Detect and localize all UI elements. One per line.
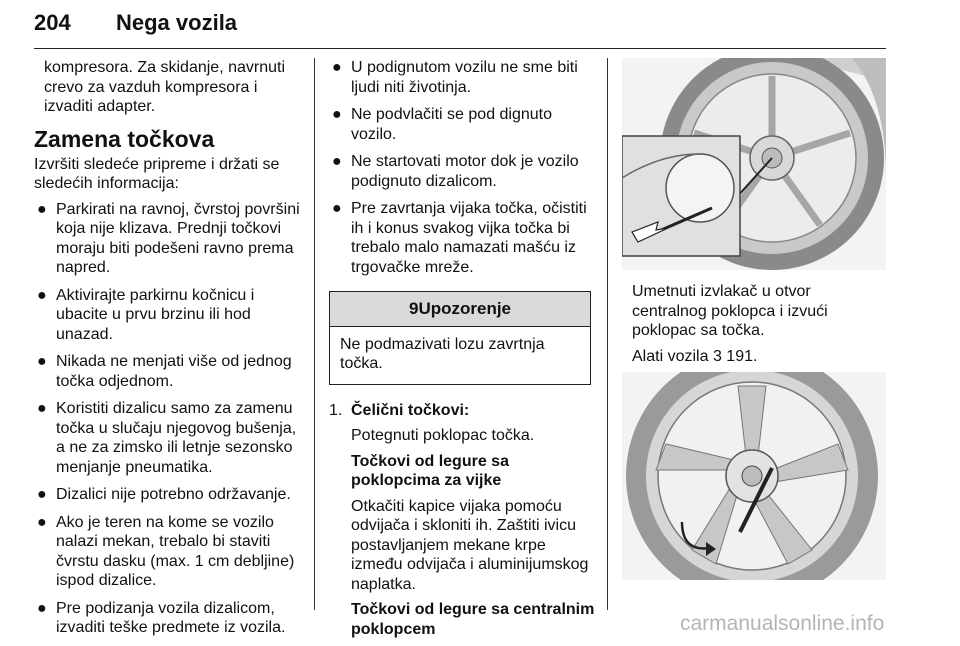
figure-caption: Umetnuti izvlakač u otvor centralnog poklopca i izvući poklopac sa točka. xyxy=(632,283,828,339)
step-number: 1. xyxy=(329,401,343,419)
list-item-text: Ako je teren na kome se vozilo nalazi mekan, trebalo bi staviti čvrstu dasku (max. 1 cm debljine) ispod dizalice. xyxy=(56,513,295,589)
bullet-icon: ● xyxy=(37,486,47,503)
bullet-icon: ● xyxy=(37,400,47,417)
list-item-text: Pre zavrtanja vijaka točka, očistiti ih i konus svakog vijka točka bi trebalo malo namazati mašću iz trgovačke mreže. xyxy=(351,200,587,276)
list-item-text: Aktivirajte parkirnu kočnicu i ubacite u prvu brzinu ili hod unazad. xyxy=(56,286,255,343)
bullet-icon: ● xyxy=(332,106,342,123)
list-item xyxy=(34,485,302,505)
warning-title: Upozorenje xyxy=(418,299,512,318)
lead-text: Izvršiti sledeće pripreme i držati se sledećih informacija: xyxy=(34,155,280,192)
tools-page-link[interactable]: 191. xyxy=(726,347,758,365)
bullet-icon: ● xyxy=(37,353,47,370)
watermark: carmanualsonline.info xyxy=(680,612,885,635)
section-heading: Zamena točkova xyxy=(34,125,215,152)
column-divider xyxy=(607,58,608,610)
column-2 xyxy=(329,58,599,645)
list-item xyxy=(34,513,302,591)
column-3 xyxy=(622,58,886,580)
warning-text: Ne podmazivati lozu zavrtnja točka. xyxy=(340,335,545,372)
bullet-icon: ● xyxy=(37,599,47,617)
bullet-icon: ● xyxy=(332,200,342,217)
step-subheading: Točkovi od legure sa centralnim poklopcem xyxy=(351,601,595,638)
list-item-text: Dizalici nije potrebno održavanje. xyxy=(56,486,291,503)
list-item-text: U podignutom vozilu ne sme biti ljudi niti životinja. xyxy=(351,59,578,96)
tools-reference xyxy=(622,347,886,367)
bullet-icon: ● xyxy=(332,59,342,76)
list-item xyxy=(329,105,599,144)
page-reference-icon[interactable]: 3 xyxy=(712,347,722,365)
tools-prefix: Alati vozila xyxy=(632,347,709,365)
wheel-cap-removal-illustration xyxy=(622,58,886,270)
list-item xyxy=(329,152,599,191)
step-subheading: Točkovi od legure sa poklopcima za vijke xyxy=(351,452,509,489)
bullet-icon: ● xyxy=(37,286,47,304)
alloy-wheel-illustration xyxy=(622,372,886,580)
list-item-text: Koristiti dizalicu samo za zamenu točka u slučaju njegovog bušenja, a ne za zimsko ili letnje sezonsko menjanje pneumatika. xyxy=(56,400,297,476)
list-item xyxy=(34,399,302,477)
warning-header xyxy=(330,292,590,327)
chapter-title: Nega vozila xyxy=(116,10,238,35)
list-item xyxy=(329,58,599,97)
column-divider xyxy=(314,58,315,610)
bullet-icon: ● xyxy=(37,513,47,531)
warning-icon: 9 xyxy=(408,299,419,318)
list-item xyxy=(34,286,302,345)
step-title: Čelični točkovi: xyxy=(351,401,470,419)
list-item xyxy=(34,200,302,278)
column-1 xyxy=(34,58,302,646)
intro-text: kompresora. Za skidanje, navrnuti crevo za vazduh kompresora i izvaditi adapter. xyxy=(44,59,285,115)
step-1 xyxy=(329,401,599,640)
bullet-icon: ● xyxy=(332,153,342,170)
list-item-text: Parkirati na ravnoj, čvrstoj površini koja nije klizava. Prednji točkovi moraju biti podešeni ravno prema napred. xyxy=(56,200,300,276)
bullet-list xyxy=(34,200,302,638)
warning-box xyxy=(329,291,591,385)
bullet-list xyxy=(329,58,599,277)
list-item-text: Ne podvlačiti se pod dignuto vozilo. xyxy=(351,106,553,143)
page-header xyxy=(34,4,886,49)
page-number: 204 xyxy=(34,10,71,35)
list-item xyxy=(34,599,302,638)
list-item xyxy=(34,352,302,391)
step-text: Potegnuti poklopac točka. xyxy=(351,427,535,444)
list-item-text: Pre podizanja vozila dizalicom, izvaditi teške predmete iz vozila. xyxy=(56,599,286,636)
list-item-text: Nikada ne menjati više od jednog točka odjednom. xyxy=(56,353,292,390)
list-item xyxy=(329,199,599,277)
list-item-text: Ne startovati motor dok je vozilo podignuto dizalicom. xyxy=(351,153,579,190)
bullet-icon: ● xyxy=(37,200,47,218)
step-text: Otkačiti kapice vijaka pomoću odvijača i skloniti ih. Zaštiti ivicu postavljanjem mekane krpe između odvijača i aluminijumskog naplatka. xyxy=(351,497,589,593)
